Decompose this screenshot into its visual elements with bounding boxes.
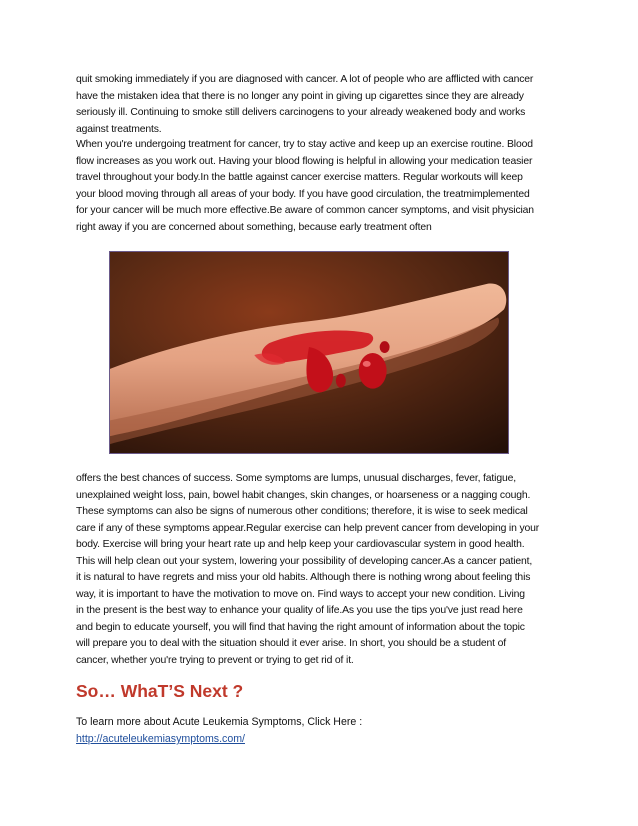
- paragraph-3: offers the best chances of success. Some symptoms are lumps, unusual discharges, fever, fatigue, unexplained weight loss, pain, bowel habit changes, skin changes, or hoarseness or a nagging cough. These symptoms can also be signs of numerous other conditions; therefore, it is wise to seek medical care if any of these symptoms appear.Regular exercise can help prevent cancer from developing in your body. Exercise will bring your heart rate up and help keep your cardiovascular system in good health. This will help clean out your system, lowering your possibility of developing cancer.As a cancer patient,: [76, 473, 540, 567]
- bleeding-finger-photo: [109, 251, 509, 454]
- website-link[interactable]: http://acuteleukemiasymptoms.com/: [76, 733, 245, 745]
- photo-illustration: [110, 252, 508, 453]
- paragraph-2: When you're undergoing treatment for cancer, try to stay active and keep up an exercise routine. Blood flow increases as you work out. Having your blood flowing is helpful in allowing your medication teasier travel throughout your body.In the battle against cancer exercise matters. Regular workouts will keep your blood moving through all areas of your body. If you have good circulation, the treatmimplemented for your cancer will be much more effective.Be aware of common cancer symptoms, and visit physician right away if you are concerned about something, because early treatment often: [76, 139, 534, 233]
- paragraph-1: quit smoking immediately if you are diagnosed with cancer. A lot of people who are afflicted with cancer have the mistaken idea that there is no longer any point in giving up cigarettes since they are already seriously ill. Continuing to smoke still delivers carcinogens to your already weakened body and works against treatments.: [76, 74, 534, 135]
- section-heading: So… WhaT’S Next ?: [76, 681, 244, 701]
- paragraph-4: it is natural to have regrets and miss your old habits. Although there is nothing wrong about feeling this way, it is important to have the motivation to move on. Find ways to accept your new condition. Living in the present is the best way to enhance your quality of life.As you use the tips you've just read here and begin to educate yourself, you will find that having the right amount of information about the topic will prepare you to deal with the situation should it ever arise. In short, you should be a student of cancer, whether you're trying to prevent or trying to get rid of it.: [76, 572, 531, 666]
- call-to-action-text: To learn more about Acute Leukemia Symptoms, Click Here :: [76, 716, 363, 728]
